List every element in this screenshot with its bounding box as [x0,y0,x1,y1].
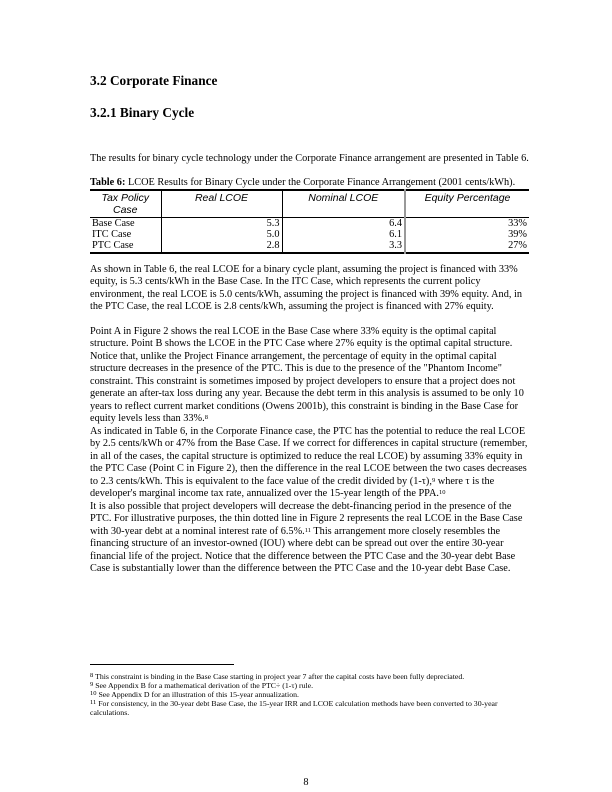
column-header-real-lcoe: Real LCOE [161,190,282,218]
text-segment: to 2.3 cents/kWh. This is equivalent to the face value of the credit divided by (1-τ), [90,475,432,487]
text-segment: constraint. This constraint is sometimes imposed by project developers to ensure that a project does not [90,375,516,387]
cell-case: Base Case [90,218,161,230]
text-segment: PTC. For illustrative purposes, the thin dotted line in Figure 2 represents the real LCOE in the Base Case [90,513,523,525]
text-line [90,526,535,538]
text-segment: where τ is the [435,475,495,487]
text-segment: For consistency, in the 30-year debt Base Case, the 15-year IRR and LCOE calculation methods have been converted to 30-year [96,699,498,709]
cell-case: ITC Case [90,229,161,240]
text-line [90,690,535,699]
paragraph-3 [90,426,535,501]
column-header-nominal-lcoe: Nominal LCOE [282,190,405,218]
text-segment: equity levels less than 33%. [90,413,205,425]
footnote-marker: 8 [204,414,208,422]
table-row [90,218,529,230]
text-line [90,376,535,388]
text-segment: equity, is 5.3 cents/kWh in the Base Case. In the ITC Case, which represents the current policy [90,276,481,288]
column-header-equity-percentage: Equity Percentage [424,192,511,204]
text-line [90,708,535,717]
page-number: 8 [303,777,309,788]
intro-paragraph [90,153,535,165]
cell-nominal-lcoe: 6.4 [282,218,405,230]
cell-nominal-lcoe: 6.1 [282,229,405,240]
text-line [90,551,535,563]
text-line [90,388,535,400]
paragraph-1 [90,264,535,314]
text-line [90,338,535,350]
text-segment: structure. Point B shows the LCOE in the PTC Case where 27% equity is the optimal capital structure. [90,338,513,350]
text-segment: financial life of the project. Notice that the difference between the PTC Case and the 30-year debt Base [90,550,516,562]
table-header-row [90,190,529,218]
text-segment: the PTC Case (Point C in Figure 2), then the difference in the real LCOE between the two cases decreases [90,463,527,475]
text-segment: years to reflect current market conditions (Owens 2001b), this constraint is binding in the Base Case for [90,400,519,412]
cell-equity: 33% [508,218,527,229]
cell-real-lcoe: 5.3 [161,218,282,230]
text-line [90,289,535,301]
cell-nominal-lcoe: 3.3 [282,240,405,252]
text-segment: financing structure of an investor-owned (IOU) where debt can be spread out over the entire 30-year [90,538,504,550]
cell-real-lcoe: 2.8 [161,240,282,252]
text-line [90,451,535,463]
text-segment: in all of the cases, the capital structure is optimized to reduce the real LCOE) by assuming 33% equity in [90,450,523,462]
text-segment: structure decreases in the presence of the PTC. This is due to the presence of the "Phantom Income" [90,363,502,375]
text-segment: See Appendix B for a mathematical derivation of the PTC÷ (1-τ) rule. [93,681,314,691]
footnote-marker: 10 [90,690,97,698]
text-line [90,513,535,525]
text-segment: This constraint is binding in the Base Case starting in project year 7 after the capital costs have been fully depreciated. [93,672,465,681]
text-segment: Notice that, unlike the Project Finance arrangement, the percentage of equity in the optimal capital [90,350,497,362]
column-header-tax-policy-case: Tax Policy Case [90,190,161,218]
text-line [90,153,535,165]
text-segment: As shown in Table 6, the real LCOE for a binary cycle plant, assuming the project is financed with 33% [90,264,518,275]
text-segment: environment, the real LCOE is 5.0 cents/kWh, assuming the project is financed with 39% equity. And, in [90,288,522,300]
text-line [90,401,535,413]
text-segment: This arrangement more closely resembles the [311,525,501,537]
lcoe-results-table [90,189,529,254]
table-caption [90,177,515,188]
footnote-separator [90,664,234,665]
section-heading: 3.2 Corporate Finance [90,73,218,88]
text-line [90,351,535,363]
text-line [90,538,535,550]
footnote-marker: 10 [438,489,446,497]
text-line [90,476,535,488]
text-line [90,426,535,438]
table-row [90,240,529,252]
cell-case: PTC Case [90,240,161,252]
table-caption-text: LCOE Results for Binary Cycle under the Corporate Finance Arrangement (2001 cents/kWh). [125,177,516,188]
text-line [90,463,535,475]
footnote-marker: 11 [90,699,97,707]
text-segment: calculations. [90,708,130,718]
text-line [90,681,535,690]
text-segment: the PTC Case, the real LCOE is 2.8 cents/kWh, assuming the project is financed with 27% equity. [90,301,494,313]
text-segment: As indicated in Table 6, in the Corporate Finance case, the PTC has the potential to reduce the real LCOE [90,426,526,437]
text-segment: The results for binary cycle technology under the Corporate Finance arrangement are presented in Table 6. [90,153,529,164]
footnotes [90,672,535,717]
text-segment: with 30-year debt at a nominal interest rate of 6.5%. [90,525,305,537]
text-line [90,301,535,313]
text-segment: It is also possible that project developers will decrease the debt-financing period in the presence of the [90,501,512,512]
paragraph-2 [90,326,535,426]
text-line [90,563,535,575]
footnote-marker: 9 [431,476,436,484]
cell-equity: 39% [508,229,527,241]
footnote-marker: 9 [90,681,94,689]
text-line [90,438,535,450]
table-caption-label: Table 6: [90,177,126,188]
footnote-marker: 11 [304,526,311,534]
text-segment: Case is substantially lower than the difference between the PTC Case and the 10-year debt Base Case. [90,563,511,575]
text-line [90,326,535,338]
paragraph-4 [90,501,535,576]
subsection-heading: 3.2.1 Binary Cycle [90,105,195,120]
text-segment: generate an after-tax loss during any year. Because the debt term in this analysis is assumed to be only 10 [90,388,524,400]
text-line [90,501,535,513]
footnote-marker: 8 [90,672,94,679]
text-line [90,672,535,681]
text-segment: by 2.5 cents/kWh or 47% from the Base Case. If we correct for differences in capital structure (remember, [90,438,528,450]
text-segment: Point A in Figure 2 shows the real LCOE in the Base Case where 33% equity is the optimal capital [90,326,497,337]
text-line [90,413,535,425]
text-line [90,488,535,500]
text-segment: See Appendix D for an illustration of this 15-year annualization. [96,690,299,700]
text-line [90,264,535,276]
table-row [90,229,529,240]
cell-real-lcoe: 5.0 [161,229,282,240]
cell-equity: 27% [508,240,527,252]
text-segment: developer's marginal income tax rate, annualized over the 15-year length of the PPA. [90,488,439,500]
text-line [90,276,535,288]
text-line [90,363,535,375]
text-line [90,699,535,708]
